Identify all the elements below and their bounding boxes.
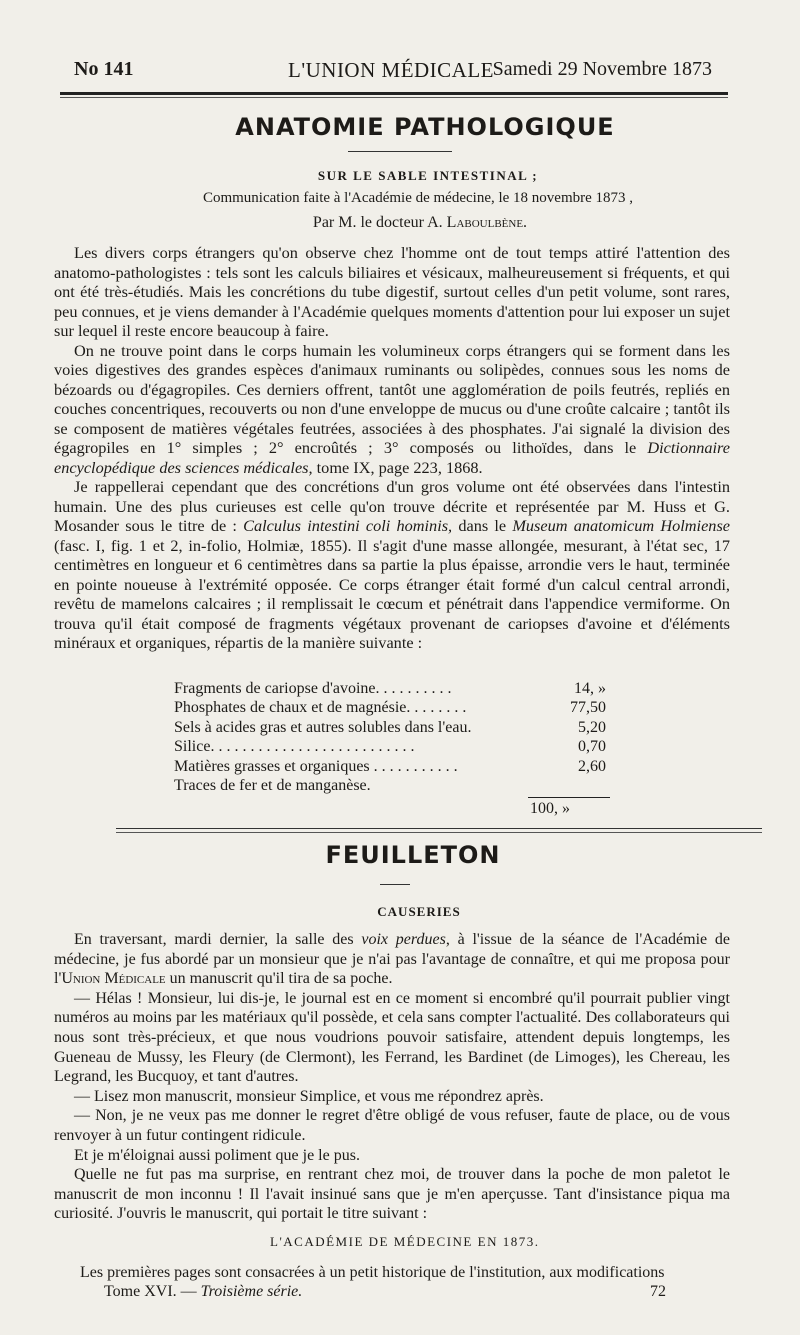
- author-line: [40, 214, 800, 232]
- manuscript-heading: L'ACADÉMIE DE MÉDECINE EN 1873.: [270, 1234, 540, 1249]
- feuilleton-paragraph-1: En traversant, mardi dernier, la salle des voix perdues, à l'issue de la séance de l'Académie de médecine, je fus abordé par un monsieur que je n'ai pas l'avantage de connaître, et qui me proposa pour l'Union Médicale un manuscrit qu'il tira de sa poche.: [54, 931, 731, 988]
- paragraph-3: Je rappellerai cependant que des concrétions d'un gros volume ont été observées dans l'intestin humain. Une des plus curieuses est celle qu'on trouve décrite et représentée par M. Huss et G. Mosander sous le titre de : Calculus intestini coli hominis, dans le Museum anatomicum Holmiense (fasc. I, fig. 1 et 2, in-folio, Holmiæ, 1855). Il s'agit d'une masse allongée, mesurant, à l'état sec, 17 centimètres en longueur et 6 centimètres dans sa partie la plus épaisse, arrondie vers le haut, terminée en pointe noueuse à l'extrémité opposée. Ce corps étranger était formé d'un calcul central arrondi, revêtu de mamelons calcaires ; il remplissait le cœcum et pénétrait dans l'appendice vermiforme. On trouva qu'il était composé de fragments végétaux provenant de cariopses d'avoine et d'éléments minéraux et organiques, répartis de la manière suivante :: [54, 477, 731, 652]
- title-rule: [348, 151, 452, 152]
- section-title-feuilleton: FEUILLETON: [325, 841, 501, 869]
- analysis-row: Fragments de cariopse d'avoine. . . . . . . . . . 14, »: [174, 680, 606, 697]
- tome-label: Tome XVI. — Troisième série.: [104, 1283, 303, 1300]
- feuilleton-last-line: Les premières pages sont consacrées à un petit historique de l'institution, aux modifications: [80, 1264, 665, 1281]
- paragraph-2: On ne trouve point dans le corps humain les volumineux corps étrangers qui se forment dans les voies digestives des grandes espèces d'animaux ruminants ou solipèdes, connues sous les noms de bézoards ou d'égagropiles. Ces derniers offrent, tantôt une agglomération de poils feutrés, repliés en couches concentriques, recouverts ou non d'une enveloppe de mucus ou d'une croûte calcaire ; tantôt ils se composent de matières végétales feutrées, associées à des phosphates. J'ai signalé la division des égagropiles en 1° simples ; 2° encroûtés ; 3° composés ou lithoïdes, dans le Dictionnaire encyclopédique des sciences médicales, tome IX, page 223, 1868.: [54, 340, 730, 477]
- analysis-table: [174, 679, 606, 795]
- page-number: 72: [650, 1283, 666, 1300]
- article-subtitle: SUR LE SABLE INTESTINAL ;: [317, 168, 539, 183]
- header-rule: [60, 92, 728, 95]
- author-prefix: Par M. le docteur A.: [312, 214, 447, 231]
- analysis-row: Phosphates de chaux et de magnésie. . . . . . . . 77,50: [174, 699, 606, 717]
- analysis-row: Sels à acides gras et autres solubles dans l'eau. 5,20: [174, 718, 606, 736]
- running-header: [74, 58, 712, 86]
- analysis-row: Traces de fer et de manganèse.: [174, 776, 371, 794]
- feuilleton-subtitle: CAUSERIES: [377, 904, 461, 919]
- feuilleton-paragraph-6: Quelle ne fut pas ma surprise, en rentrant chez moi, de trouver dans la poche de mon paletot le manuscrit de mon inconnu ! Il l'avait insinué sans que je m'en aperçusse. Tant d'insistance piqua ma curiosité. J'ouvris le manuscrit, qui portait le titre suivant :: [54, 1166, 730, 1223]
- analysis-row: Matières grasses et organiques . . . . . . . . . . . 2,60: [174, 757, 606, 775]
- feuilleton-rule: [380, 884, 410, 885]
- article-body: [54, 243, 730, 653]
- header-rule-thin: [60, 97, 728, 98]
- feuilleton-body: [54, 930, 730, 1224]
- issue-number: No 141: [74, 58, 134, 80]
- feuilleton-paragraph-4: — Non, je ne veux pas me donner le regret d'être obligé de vous refuser, faute de place, ou de vous renvoyer à un futur contingent ridicule.: [54, 1107, 730, 1144]
- journal-title: L'UNION MÉDICALE: [288, 58, 495, 82]
- feuilleton-paragraph-5: Et je m'éloignai aussi poliment que je le pus.: [74, 1146, 360, 1164]
- section-title-anatomie: ANATOMIE PATHOLOGIQUE: [235, 113, 615, 141]
- analysis-row: Silice. . . . . . . . . . . . . . . . . . . . . . . . . . 0,70: [174, 738, 606, 756]
- feuilleton-separator: [116, 828, 762, 829]
- paragraph-1: Les divers corps étrangers qu'on observe chez l'homme ont de tout temps attiré l'attention des anatomo-pathologistes : tels sont les calculs biliaires et vésicaux, malheureusement si fréquents, et qui ont été très-étudiés. Mais les concrétions du tube digestif, surtout celles d'un petit volume, sont rares, peu connues, et je viens demander à l'Académie quelques moments d'attention pour lui exposer un sujet sur lequel il reste encore beaucoup à faire.: [54, 243, 730, 340]
- analysis-total: 100, »: [530, 800, 570, 817]
- communication-line: Communication faite à l'Académie de médecine, le 18 novembre 1873 ,: [202, 190, 634, 206]
- feuilleton-paragraph-2: — Hélas ! Monsieur, lui dis-je, le journal est en ce moment si encombré qu'il pourrait publier vingt numéros au moins par les matériaux qu'il possède, et cela sans compter l'actualité. Des collaborateurs qui nous sont très-précieux, et que nous voudrions pouvoir satisfaire, attendent depuis longtemps, les Gueneau de Mussy, les Fleury (de Clermont), les Ferrand, les Bardinet (de Limoges), les Chereau, les Legrand, les Bucquoy, et tant d'autres.: [54, 989, 730, 1086]
- author-name: Laboulbène.: [446, 214, 528, 231]
- total-rule: [528, 797, 610, 798]
- feuilleton-separator-thin: [116, 832, 762, 833]
- feuilleton-paragraph-3: — Lisez mon manuscrit, monsieur Simplice, et vous me répondrez après.: [74, 1087, 544, 1105]
- issue-date: Samedi 29 Novembre 1873: [492, 58, 712, 80]
